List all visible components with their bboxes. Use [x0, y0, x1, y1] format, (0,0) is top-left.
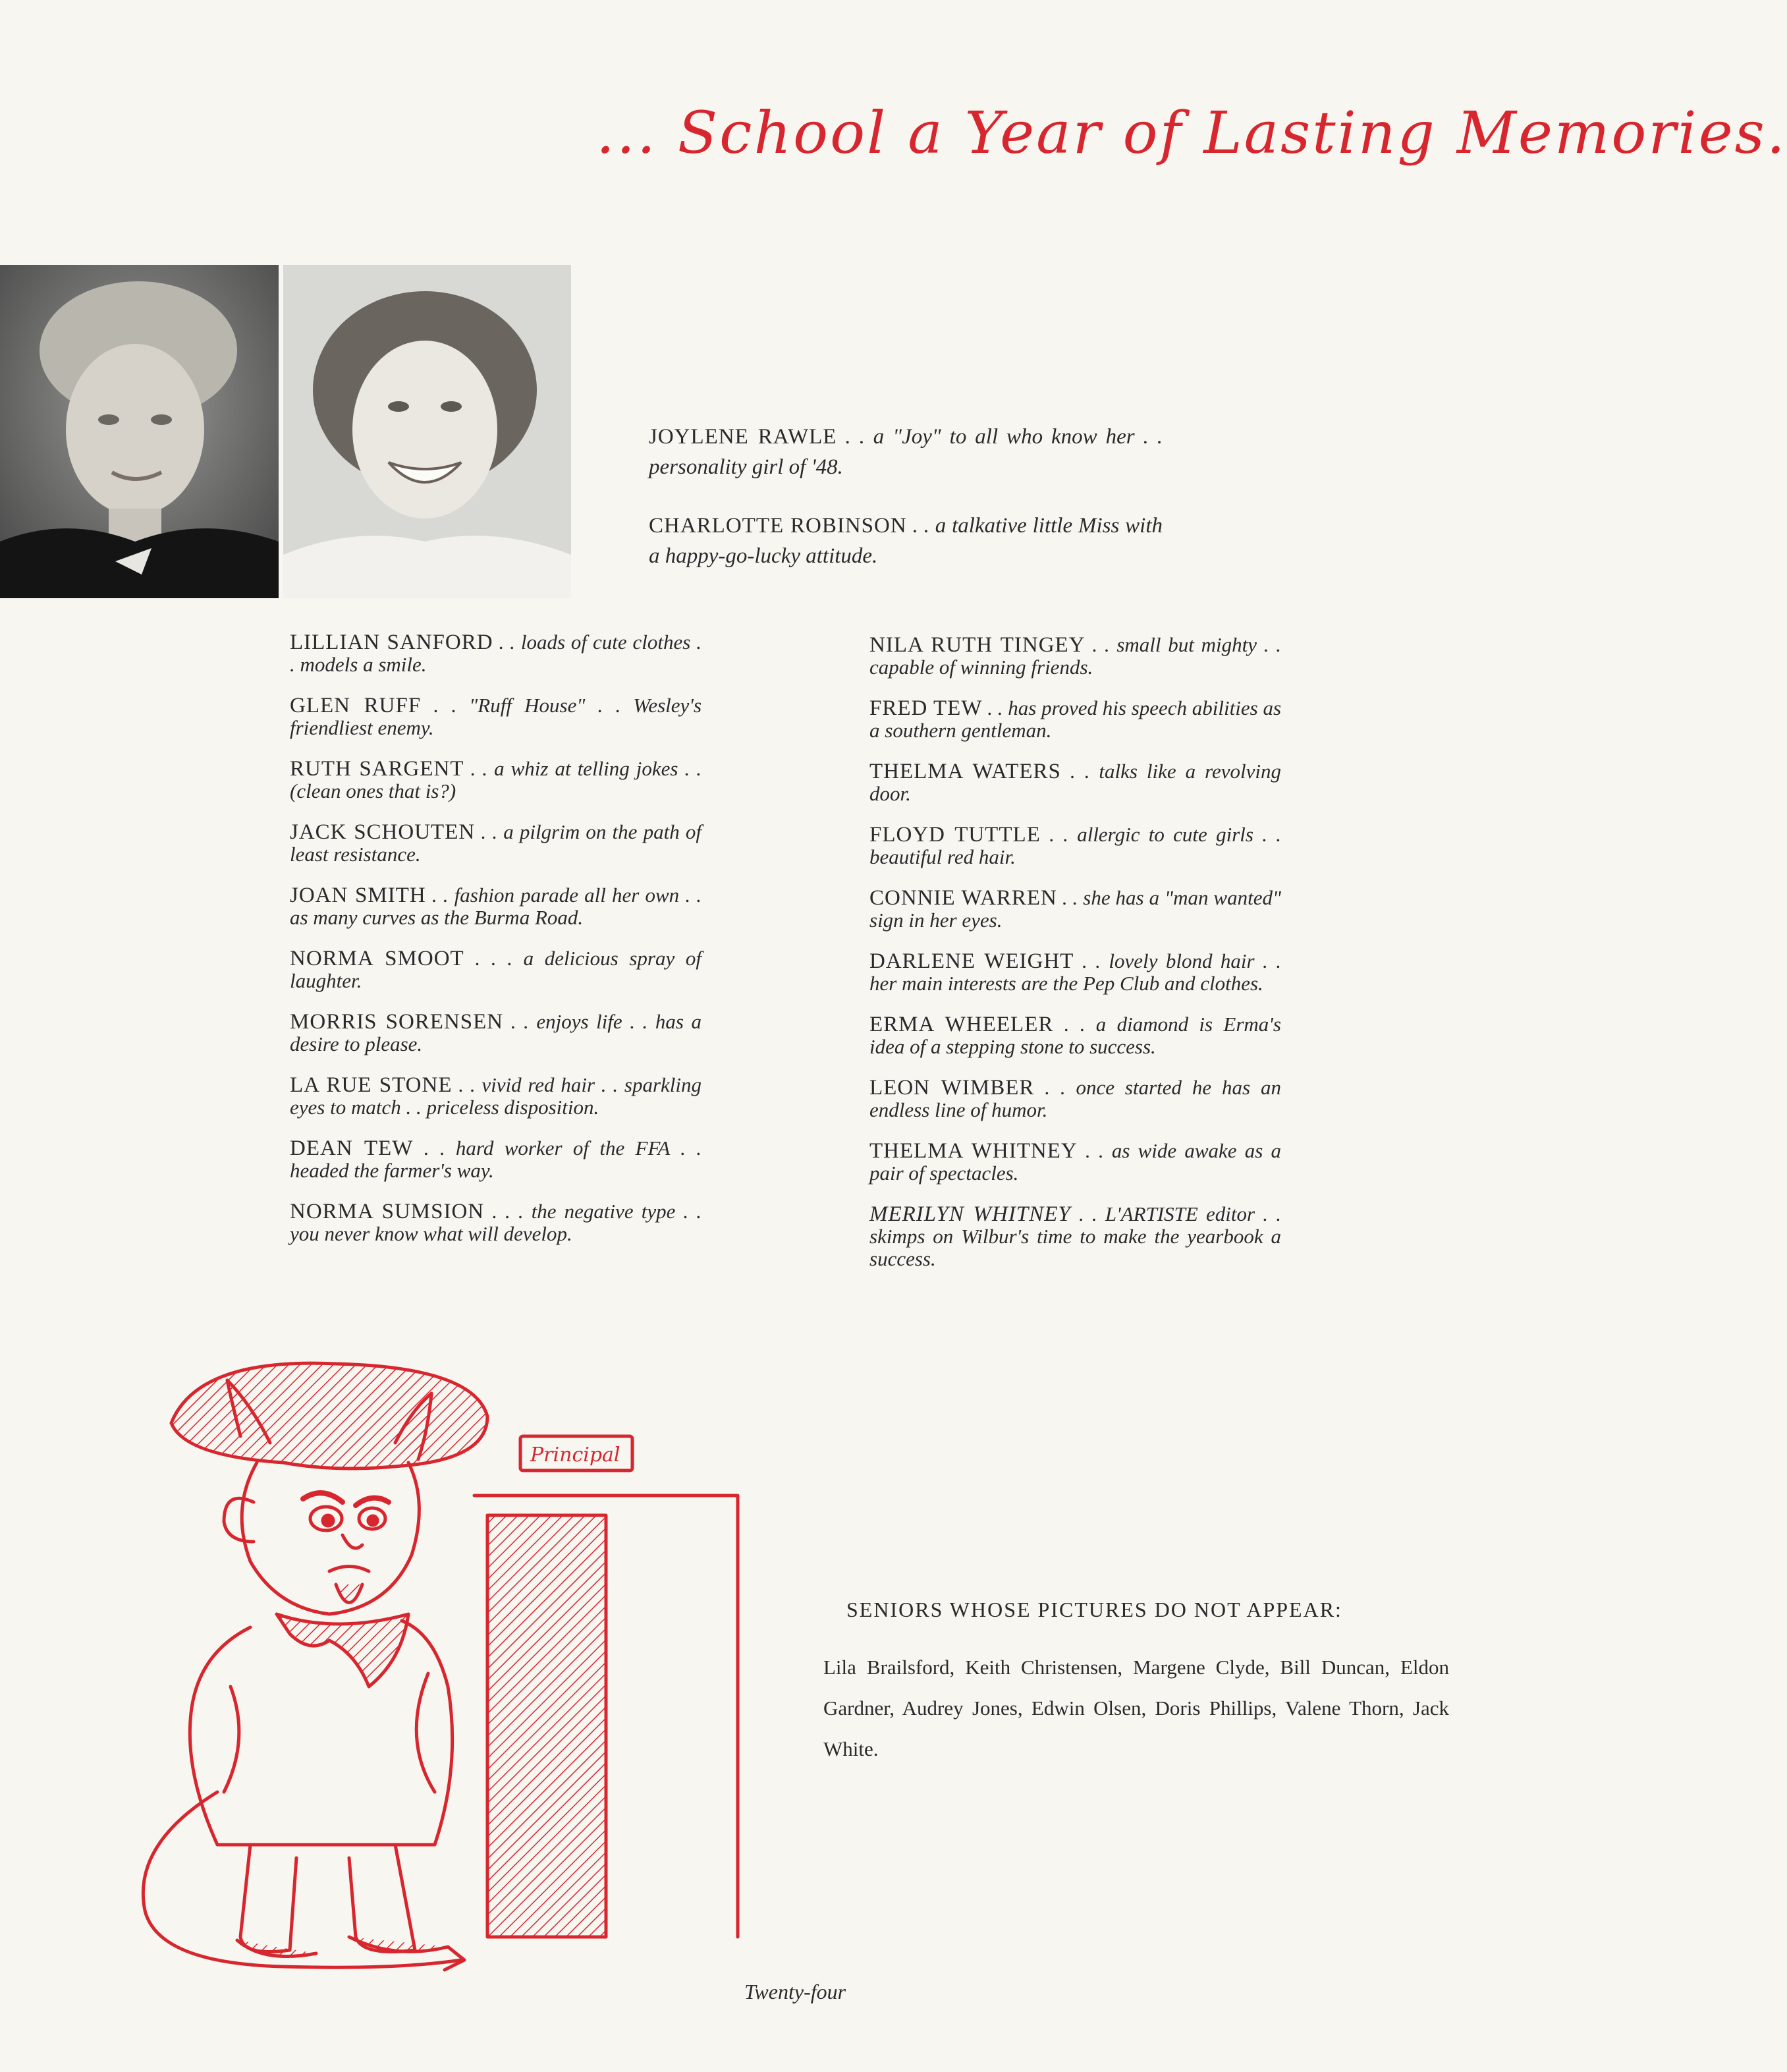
senior-entry	[869, 1203, 1281, 1270]
student-name: JOAN SMITH	[290, 883, 426, 907]
student-name: CONNIE WARREN	[869, 886, 1057, 910]
student-description: . . a "Joy" to all who know her . . personality girl of '48.	[649, 425, 1163, 479]
senior-entry	[290, 758, 701, 802]
student-name: JACK SCHOUTEN	[290, 820, 476, 844]
student-name: MERILYN WHITNEY	[869, 1202, 1071, 1226]
student-name: DEAN TEW	[290, 1136, 414, 1160]
student-name: NORMA SMOOT	[290, 947, 464, 970]
page-heading: ... School a Year of Lasting Memories.	[596, 99, 1787, 167]
senior-entry	[869, 887, 1281, 932]
senior-entry	[869, 1013, 1281, 1058]
student-name: MORRIS SORENSEN	[290, 1010, 504, 1034]
senior-list-right-column	[869, 634, 1281, 1289]
student-name: GLEN RUFF	[290, 694, 422, 717]
senior-entry	[290, 1137, 701, 1182]
student-description: . . lovely blond hair . . her main interests are the Pep Club and clothes.	[869, 949, 1282, 995]
senior-entry	[290, 694, 701, 739]
student-name: RUTH SARGENT	[290, 757, 464, 781]
senior-entry	[869, 1077, 1281, 1121]
student-name: CHARLOTTE ROBINSON	[649, 514, 907, 538]
student-description: . . a diamond is Erma's idea of a stepping stone to success.	[869, 1013, 1281, 1058]
student-description: . . a pilgrim on the path of least resistance.	[290, 820, 702, 866]
student-description: . . loads of cute clothes . . models a smile.	[290, 630, 701, 676]
student-name: LEON WIMBER	[869, 1076, 1035, 1100]
student-description: . . "Ruff House" . . Wesley's friendliest enemy.	[290, 694, 702, 739]
student-description: . . vivid red hair . . sparkling eyes to match . . priceless disposition.	[290, 1073, 702, 1119]
student-description: . . hard worker of the FFA . . headed the farmer's way.	[290, 1136, 701, 1182]
student-name: FLOYD TUTTLE	[869, 823, 1041, 847]
senior-entry	[869, 950, 1281, 995]
senior-entry	[869, 634, 1281, 679]
senior-entry	[290, 947, 701, 992]
student-description: . . . a delicious spray of laughter.	[290, 947, 702, 992]
student-name: THELMA WHITNEY	[869, 1139, 1078, 1163]
senior-entry	[290, 1011, 701, 1055]
student-description: . . fashion parade all her own . . as many curves as the Burma Road.	[290, 883, 702, 929]
student-description: . . . the negative type . . you never know what will develop.	[290, 1200, 701, 1245]
senior-entry	[869, 760, 1281, 805]
student-description: . . L'ARTISTE editor . . skimps on Wilbur's time to make the yearbook a success.	[869, 1202, 1281, 1270]
student-name: NILA RUTH TINGEY	[869, 633, 1086, 657]
student-description: . . small but mighty . . capable of winning friends.	[869, 633, 1282, 679]
principal-sign-text: Principal	[530, 1443, 620, 1467]
page-number: Twenty-four	[744, 1980, 846, 2003]
student-name: NORMA SUMSION	[290, 1200, 485, 1223]
student-description: . . a talkative little Miss with a happy-go-lucky attitude.	[649, 514, 1163, 568]
senior-entry	[290, 1200, 701, 1245]
student-name: LILLIAN SANFORD	[290, 630, 493, 654]
student-description: . . a whiz at telling jokes . . (clean ones that is?)	[290, 757, 702, 802]
student-description: . . once started he has an endless line of humor.	[869, 1076, 1281, 1121]
senior-entry	[290, 884, 701, 929]
senior-entry	[869, 697, 1281, 742]
student-description: . . talks like a revolving door.	[869, 760, 1281, 805]
student-description: . . she has a "man wanted" sign in her eyes.	[869, 886, 1281, 932]
student-description: . . enjoys life . . has a desire to please.	[290, 1010, 701, 1055]
student-description: . . as wide awake as a pair of spectacles.	[869, 1139, 1282, 1185]
absent-seniors-heading: SENIORS WHOSE PICTURES DO NOT APPEAR:	[846, 1598, 1342, 1621]
senior-entry	[869, 1140, 1281, 1185]
student-name: ERMA WHEELER	[869, 1013, 1054, 1036]
student-name: JOYLENE RAWLE	[649, 425, 837, 449]
portrait-photo-joylene-rawle	[0, 265, 279, 598]
senior-entry	[290, 1074, 701, 1119]
student-description: . . allergic to cute girls . . beautiful red hair.	[869, 823, 1282, 868]
student-name: LA RUE STONE	[290, 1073, 453, 1097]
featured-bio-charlotte-robinson	[649, 511, 1163, 571]
senior-entry	[869, 824, 1281, 868]
student-name: DARLENE WEIGHT	[869, 949, 1074, 973]
senior-entry	[290, 631, 701, 676]
senior-list-left-column	[290, 631, 701, 1264]
student-name: FRED TEW	[869, 696, 983, 720]
devil-mascot-illustration	[119, 1344, 777, 1970]
student-description: . . has proved his speech abilities as a southern gentleman.	[869, 696, 1282, 742]
senior-entry	[290, 821, 701, 866]
student-name: THELMA WATERS	[869, 760, 1061, 783]
portrait-photo-charlotte-robinson	[283, 265, 571, 598]
absent-seniors-list: Lila Brailsford, Keith Christensen, Margene Clyde, Bill Duncan, Eldon Gardner, Audrey Jones, Edwin Olsen, Doris Phillips, Valene Thorn, Jack White.	[823, 1656, 1449, 1760]
featured-bio-joylene-rawle	[649, 422, 1163, 482]
